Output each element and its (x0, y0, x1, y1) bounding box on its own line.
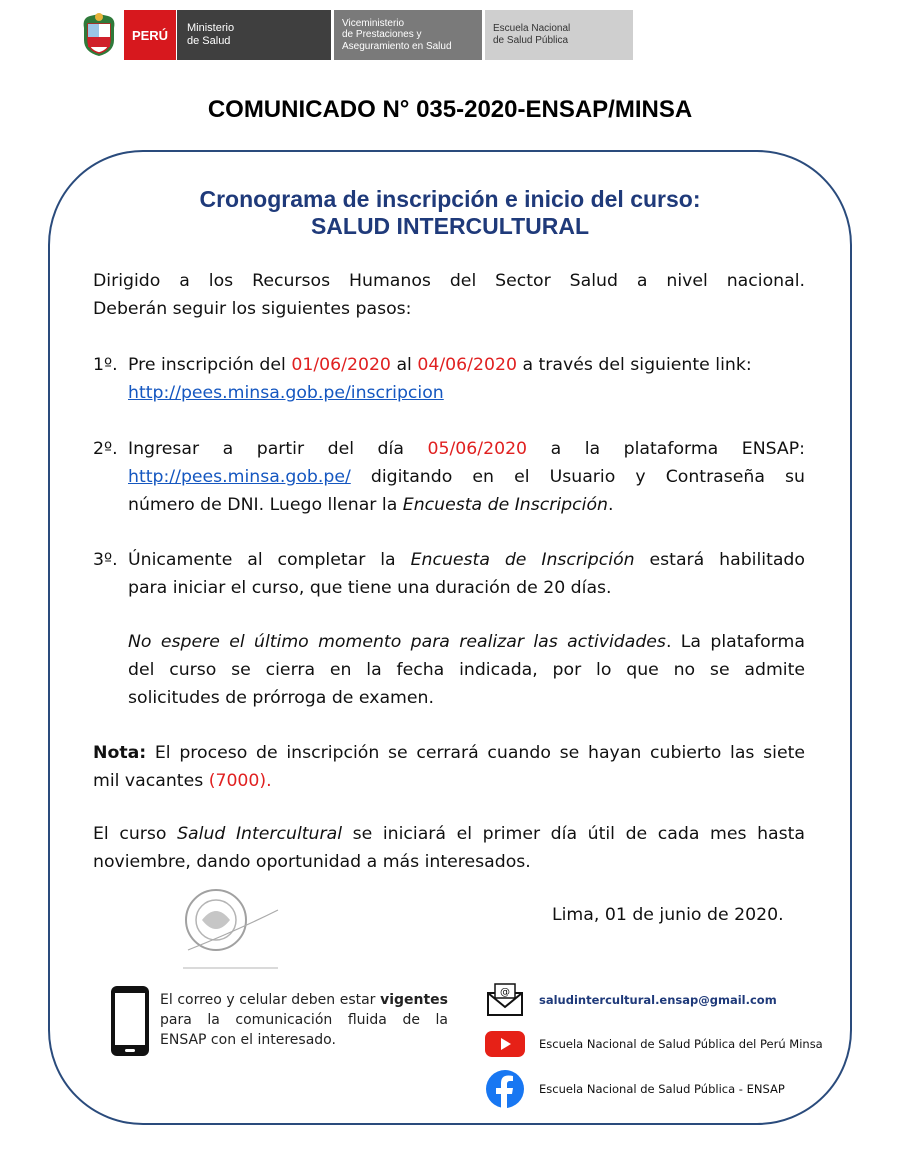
step-3-text: Únicamente al completar la (128, 550, 396, 570)
nota-line1 (93, 739, 805, 767)
vice-line3: Aseguramiento en Salud (342, 40, 452, 52)
intro-paragraph (93, 267, 805, 323)
contact-note-line2: para la comunicación fluida de la (160, 1012, 448, 1028)
warning-line3: solicitudes de prórroga de examen. (128, 688, 434, 708)
curso-line1 (93, 820, 805, 848)
contact-note-text: El correo y celular deben estar (160, 992, 376, 1008)
step-1-number: 1º. (93, 355, 118, 375)
step-2-line2 (128, 463, 805, 491)
warning-emphasis: No espere el último momento para realizar las actividades (128, 632, 666, 652)
step-2-line3 (128, 491, 805, 519)
warning-post: . La plataforma (665, 632, 805, 652)
nota-paragraph (93, 739, 805, 795)
email-contact[interactable] (485, 980, 777, 1020)
step-2-encuesta: Encuesta de Inscripción (402, 495, 608, 515)
header-banner (80, 10, 633, 60)
warning-line1 (128, 628, 805, 656)
step-3-number: 3º. (93, 550, 118, 570)
escuela-line2: de Salud Pública (493, 35, 569, 46)
step-2-period: . (607, 495, 614, 515)
subtitle-line2: SALUD INTERCULTURAL (310, 213, 590, 239)
peru-label: PERÚ (131, 27, 169, 43)
youtube-channel-name[interactable]: Escuela Nacional de Salud Pública del Perú Minsa (539, 1037, 823, 1051)
subtitle (60, 186, 840, 240)
step-3-post: estará habilitado (649, 550, 805, 570)
subtitle-line1: Cronograma de inscripción e inicio del curso: (199, 186, 701, 212)
fecha-lugar: Lima, 01 de junio de 2020. (552, 905, 784, 925)
mobile-phone-icon (110, 985, 150, 1057)
facebook-contact[interactable] (485, 1069, 785, 1109)
plataforma-link[interactable]: http://pees.minsa.gob.pe/ (128, 467, 351, 487)
step-3-encuesta: Encuesta de Inscripción (410, 550, 635, 570)
contact-note-vigentes: vigentes (380, 992, 448, 1008)
svg-text:@: @ (500, 987, 510, 998)
escuela-block (485, 10, 633, 60)
nota-line2-text: mil vacantes (93, 771, 204, 791)
step-1 (93, 351, 805, 407)
step-2-line3-text: número de DNI. Luego llenar la (128, 495, 398, 515)
step-2-number: 2º. (93, 439, 118, 459)
youtube-contact[interactable] (485, 1024, 823, 1064)
step-2-date: 05/06/2020 (427, 439, 528, 459)
curso-line2: noviembre, dando oportunidad a más interesados. (93, 852, 531, 872)
nota-vacantes: (7000) (208, 771, 267, 791)
step-1-post: a través del siguiente link: (522, 355, 752, 375)
curso-pre: El curso (93, 824, 167, 844)
step-1-text: Pre inscripción del (128, 355, 286, 375)
email-icon (485, 980, 525, 1020)
vice-line2: de Prestaciones y (342, 29, 422, 41)
official-stamp-icon (178, 880, 288, 980)
step-1-line1 (128, 351, 805, 379)
step-3-line1 (128, 546, 805, 574)
peru-coat-of-arms-icon (80, 10, 118, 58)
facebook-icon (485, 1069, 525, 1109)
contact-note-line3: ENSAP con el interesado. (160, 1032, 336, 1048)
step-2 (93, 435, 805, 519)
document-title: COMUNICADO N° 035-2020-ENSAP/MINSA (207, 96, 693, 123)
ministerio-line1: Ministerio (187, 22, 235, 34)
warning-line2: del curso se cierra en la fecha indicada, por lo que no se admite (128, 660, 805, 680)
step-1-start-date: 01/06/2020 (291, 355, 391, 375)
peru-brand (124, 10, 176, 60)
curso-name: Salud Intercultural (177, 824, 343, 844)
intro-line1: Dirigido a los Recursos Humanos del Sector Salud a nivel nacional. (93, 271, 805, 291)
step-3-line2: para iniciar el curso, que tiene una duración de 20 días. (128, 578, 612, 598)
step-2-text: Ingresar a partir del día (128, 439, 404, 459)
curso-paragraph (93, 820, 805, 876)
contact-note (160, 990, 448, 1050)
email-address[interactable]: saludintercultural.ensap@gmail.com (539, 993, 777, 1007)
curso-post: se iniciará el primer día útil de cada mes hasta (352, 824, 806, 844)
viceministerio-block (334, 10, 482, 60)
intro-line2: Deberán seguir los siguientes pasos: (93, 299, 412, 319)
ministerio-block (176, 10, 331, 60)
contact-note-line1 (160, 990, 448, 1010)
step-1-end-date: 04/06/2020 (417, 355, 517, 375)
step-3 (93, 546, 805, 602)
vice-line1: Viceministerio (342, 17, 405, 29)
youtube-icon (485, 1024, 525, 1064)
nota-period: . (266, 771, 272, 791)
nota-label: Nota: (93, 743, 147, 763)
nota-text: El proceso de inscripción se cerrará cuando se hayan cubierto las siete (154, 743, 805, 763)
step-2-post: a la plataforma ENSAP: (550, 439, 805, 459)
nota-line2 (93, 767, 805, 795)
step-2-after-link: digitando en el Usuario y Contraseña su (370, 467, 805, 487)
step-2-line1 (128, 435, 805, 463)
step-1-mid: al (396, 355, 412, 375)
ministerio-line2: de Salud (187, 35, 231, 47)
inscripcion-link[interactable]: http://pees.minsa.gob.pe/inscripcion (128, 383, 444, 403)
facebook-page-name[interactable]: Escuela Nacional de Salud Pública - ENSAP (539, 1082, 785, 1096)
escuela-line1: Escuela Nacional (493, 23, 571, 34)
warning-paragraph (93, 628, 805, 712)
